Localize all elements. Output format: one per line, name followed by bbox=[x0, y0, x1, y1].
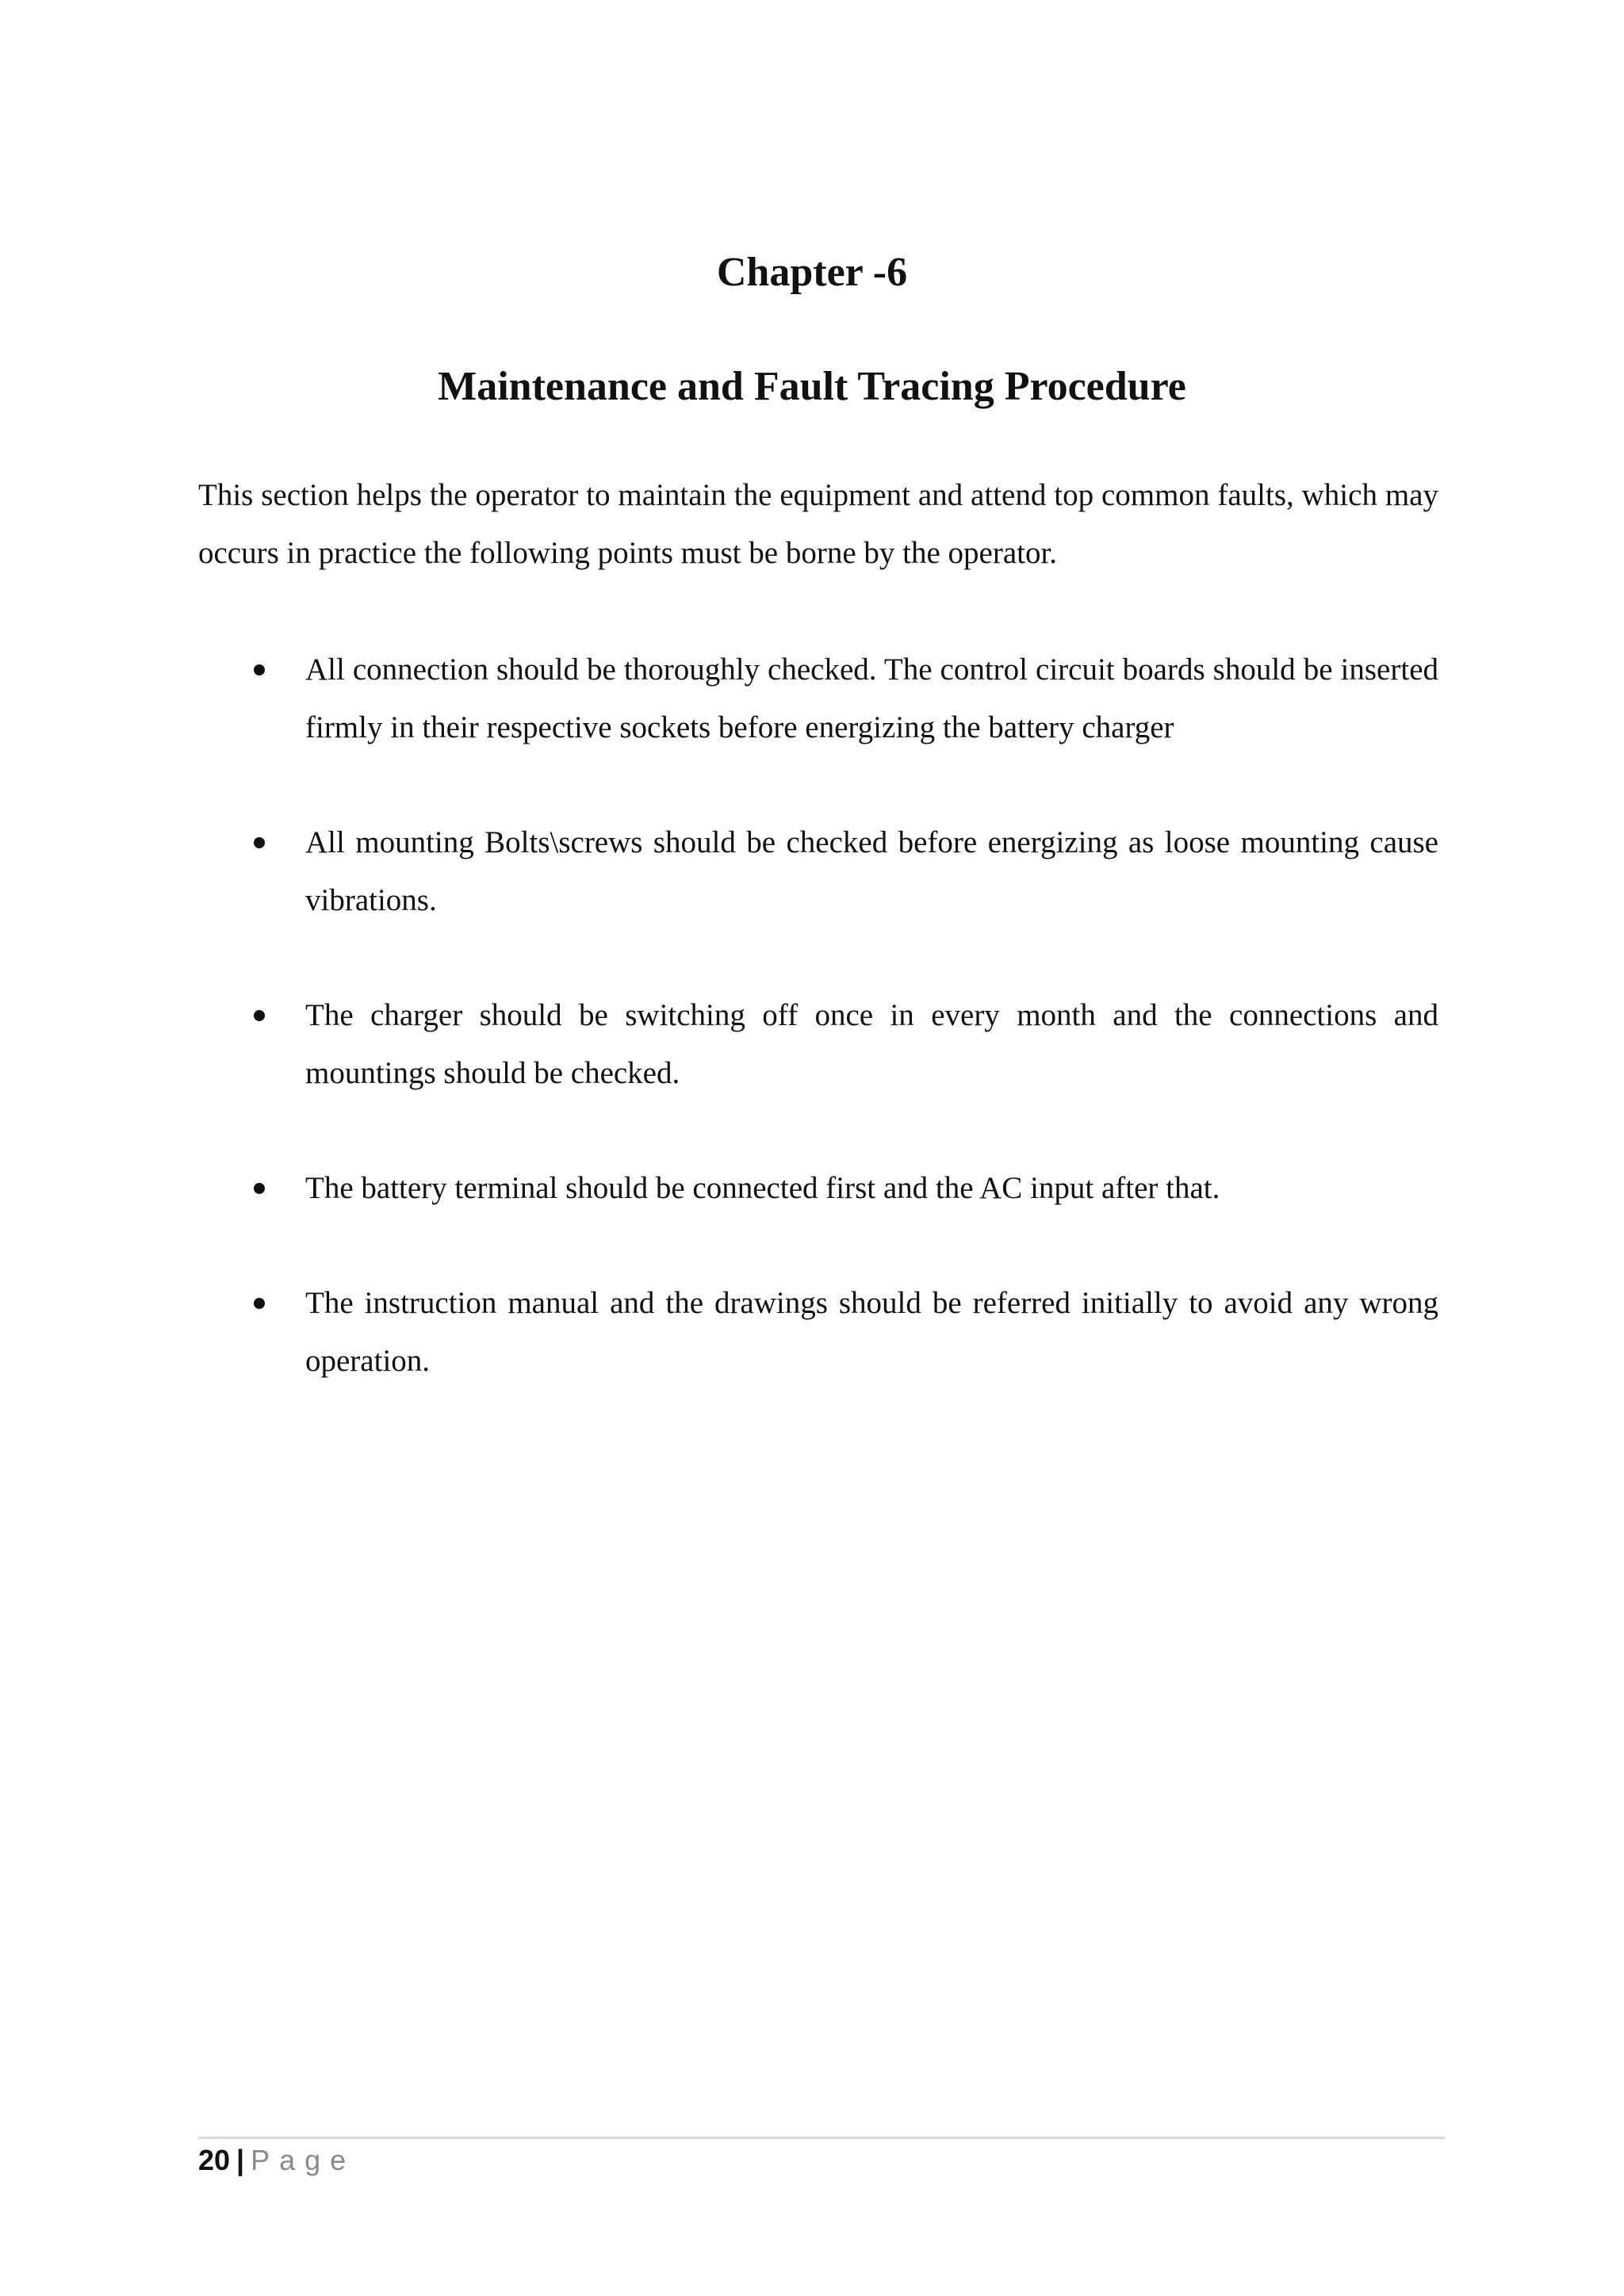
list-item bbox=[198, 986, 1438, 1102]
page-footer bbox=[198, 2141, 355, 2180]
bullet-text: The instruction manual and the drawings should be referred initially to avoid any wrong operation. bbox=[305, 1286, 1438, 1378]
chapter-title: Chapter -6 bbox=[716, 250, 908, 295]
bullet-icon bbox=[254, 1010, 265, 1021]
bullet-icon bbox=[254, 664, 265, 675]
list-item bbox=[198, 813, 1438, 929]
section-title: Maintenance and Fault Tracing Procedure bbox=[438, 364, 1186, 409]
bullet-text: All mounting Bolts\screws should be checked before energizing as loose mounting cause vibrations. bbox=[305, 825, 1438, 917]
list-item bbox=[198, 641, 1438, 756]
bullet-text: The battery terminal should be connected first and the AC input after that. bbox=[305, 1171, 1220, 1205]
list-item bbox=[198, 1274, 1438, 1390]
bullet-text: All connection should be thoroughly checked. The control circuit boards should be inserted firmly in their respective sockets before energizing the battery charger bbox=[305, 652, 1438, 744]
bullet-text: The charger should be switching off once in every month and the connections and mountings should be checked. bbox=[305, 998, 1438, 1090]
intro-paragraph: This section helps the operator to maintain the equipment and attend top common faults, which may occurs in practice the following points must be borne by the operator. bbox=[198, 478, 1438, 570]
footer-separator: | bbox=[236, 2144, 245, 2176]
bullet-list bbox=[198, 641, 1438, 1447]
list-item bbox=[198, 1159, 1438, 1217]
page-label: Page bbox=[251, 2144, 356, 2176]
bullet-icon bbox=[254, 1298, 265, 1309]
bullet-icon bbox=[254, 1183, 265, 1194]
page-number: 20 bbox=[198, 2144, 231, 2176]
bullet-icon bbox=[254, 837, 265, 848]
footer-divider bbox=[198, 2137, 1445, 2139]
